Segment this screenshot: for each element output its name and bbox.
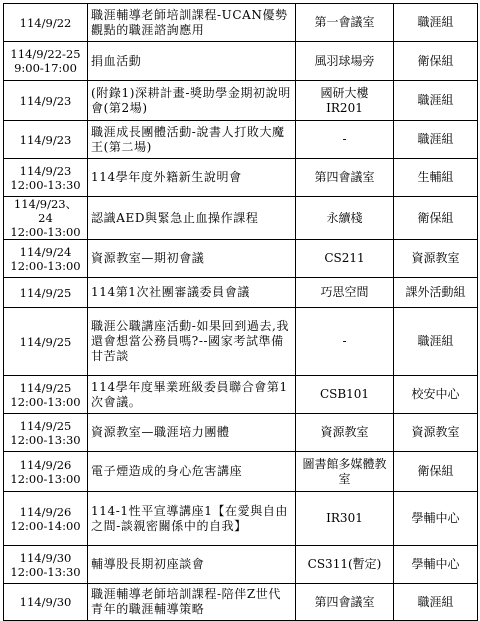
event-cell: 資源教室—期初會議 bbox=[88, 240, 296, 278]
location-cell: CSB101 bbox=[296, 376, 394, 414]
table-row bbox=[4, 546, 478, 584]
date-cell: 114/9/26 12:00-13:00 bbox=[4, 452, 88, 492]
event-cell: 職涯成長團體活動-說書人打敗大魔王(第二場) bbox=[88, 121, 296, 159]
date-cell: 114/9/30 12:00-13:30 bbox=[4, 546, 88, 584]
location-cell: 資源教室 bbox=[296, 414, 394, 452]
unit-cell: 衛保組 bbox=[394, 42, 478, 81]
unit-cell: 衛保組 bbox=[394, 197, 478, 240]
table-row bbox=[4, 492, 478, 546]
event-cell: 職涯公職講座活動-如果回到過去,我還會想當公務員嗎?--國家考試準備甘苦談 bbox=[88, 308, 296, 376]
event-cell: 輔導股長期初座談會 bbox=[88, 546, 296, 584]
event-cell: 114學年度畢業班級委員聯合會第1次會議。 bbox=[88, 376, 296, 414]
location-cell: - bbox=[296, 121, 394, 159]
unit-cell: 職涯組 bbox=[394, 584, 478, 621]
unit-cell: 資源教室 bbox=[394, 240, 478, 278]
table-row bbox=[4, 584, 478, 621]
location-cell: CS211 bbox=[296, 240, 394, 278]
date-cell: 114/9/30 bbox=[4, 584, 88, 621]
date-cell: 114/9/23 12:00-13:30 bbox=[4, 159, 88, 197]
date-cell: 114/9/25 bbox=[4, 308, 88, 376]
location-cell: 第四會議室 bbox=[296, 584, 394, 621]
table-row bbox=[4, 308, 478, 376]
event-cell: 資源教室—職涯培力團體 bbox=[88, 414, 296, 452]
location-cell: 國研大樓 IR201 bbox=[296, 81, 394, 121]
table-row bbox=[4, 376, 478, 414]
date-cell: 114/9/25 12:00-13:30 bbox=[4, 414, 88, 452]
location-cell: - bbox=[296, 308, 394, 376]
event-cell: 認識AED與緊急止血操作課程 bbox=[88, 197, 296, 240]
date-cell: 114/9/25 12:00-13:00 bbox=[4, 376, 88, 414]
location-cell: IR301 bbox=[296, 492, 394, 546]
event-cell: 電子煙造成的身心危害講座 bbox=[88, 452, 296, 492]
unit-cell: 資源教室 bbox=[394, 414, 478, 452]
location-cell: 第四會議室 bbox=[296, 159, 394, 197]
table-row bbox=[4, 197, 478, 240]
event-cell: 捐血活動 bbox=[88, 42, 296, 81]
location-cell: CS311(暫定) bbox=[296, 546, 394, 584]
event-cell: 114學年度外籍新生說明會 bbox=[88, 159, 296, 197]
schedule-body bbox=[4, 4, 478, 621]
date-cell: 114/9/23 bbox=[4, 121, 88, 159]
table-row bbox=[4, 159, 478, 197]
unit-cell: 職涯組 bbox=[394, 81, 478, 121]
location-cell: 永續棧 bbox=[296, 197, 394, 240]
location-cell: 第一會議室 bbox=[296, 4, 394, 42]
location-cell: 圖書館多媒體教室 bbox=[296, 452, 394, 492]
date-cell: 114/9/22-25 9:00-17:00 bbox=[4, 42, 88, 81]
date-cell: 114/9/22 bbox=[4, 4, 88, 42]
unit-cell: 職涯組 bbox=[394, 4, 478, 42]
unit-cell: 課外活動組 bbox=[394, 278, 478, 308]
date-cell: 114/9/25 bbox=[4, 278, 88, 308]
location-cell: 巧思空間 bbox=[296, 278, 394, 308]
table-row bbox=[4, 121, 478, 159]
table-row bbox=[4, 414, 478, 452]
unit-cell: 校安中心 bbox=[394, 376, 478, 414]
event-cell: 職涯輔導老師培訓課程-UCAN優勢觀點的職涯諮詢應用 bbox=[88, 4, 296, 42]
date-cell: 114/9/23 bbox=[4, 81, 88, 121]
table-row bbox=[4, 4, 478, 42]
unit-cell: 學輔中心 bbox=[394, 546, 478, 584]
event-cell: 職涯輔導老師培訓課程-陪伴Z世代青年的職涯輔導策略 bbox=[88, 584, 296, 621]
activity-schedule-table bbox=[3, 3, 478, 621]
date-cell: 114/9/24 12:00-13:00 bbox=[4, 240, 88, 278]
table-row bbox=[4, 42, 478, 81]
unit-cell: 學輔中心 bbox=[394, 492, 478, 546]
unit-cell: 職涯組 bbox=[394, 308, 478, 376]
event-cell: 114第1次社團審議委員會議 bbox=[88, 278, 296, 308]
date-cell: 114/9/26 12:00-14:00 bbox=[4, 492, 88, 546]
event-cell: (附錄1)深耕計畫-獎助學金期初說明會(第2場) bbox=[88, 81, 296, 121]
table-row bbox=[4, 452, 478, 492]
unit-cell: 生輔組 bbox=[394, 159, 478, 197]
date-cell: 114/9/23、24 12:00-13:00 bbox=[4, 197, 88, 240]
table-row bbox=[4, 278, 478, 308]
unit-cell: 衛保組 bbox=[394, 452, 478, 492]
event-cell: 114-1性平宣導講座1【在愛與自由之間-談親密關係中的自我】 bbox=[88, 492, 296, 546]
location-cell: 風羽球場旁 bbox=[296, 42, 394, 81]
unit-cell: 職涯組 bbox=[394, 121, 478, 159]
table-row bbox=[4, 81, 478, 121]
table-row bbox=[4, 240, 478, 278]
